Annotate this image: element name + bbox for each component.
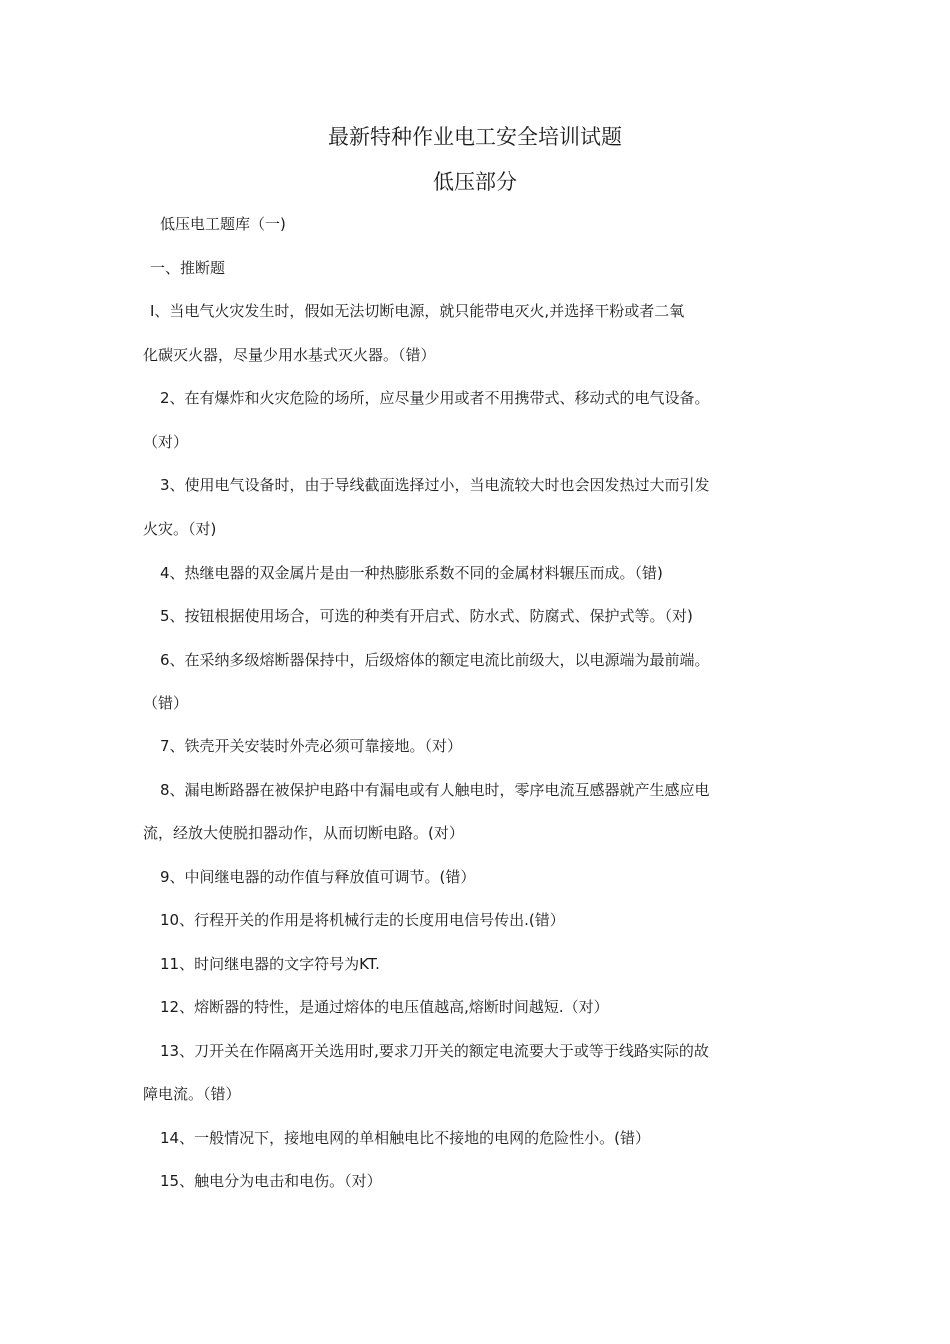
body-line: 13、刀开关在作隔离开关选用时,要求刀开关的额定电流要大于或等于线路实际的故 bbox=[160, 1042, 709, 1060]
body-line: 5、按钮根据使用场合，可选的种类有开启式、防水式、防腐式、保护式等。（对) bbox=[160, 607, 693, 625]
document-subtitle: 低压部分 bbox=[433, 170, 517, 194]
body-line: I、当电气火灾发生时，假如无法切断电源，就只能带电灭火,并选择干粉或者二氧 bbox=[150, 302, 685, 320]
body-line: 流，经放大使脱扣器动作，从而切断电路。(对） bbox=[143, 824, 464, 842]
body-line: 14、一般情况下，接地电网的单相触电比不接地的电网的危险性小。(错） bbox=[160, 1129, 650, 1147]
body-line: 7、铁壳开关安装时外壳必须可靠接地。（对） bbox=[160, 737, 463, 755]
body-line: 11、时问继电器的文字符号为KT. bbox=[160, 955, 380, 973]
body-line: 化碳灭火器，尽量少用水基式灭火器。（错） bbox=[143, 346, 436, 364]
body-line: 15、触电分为电击和电伤。（对） bbox=[160, 1172, 382, 1190]
document-title: 最新特种作业电工安全培训试题 bbox=[328, 125, 622, 149]
body-line: （对） bbox=[143, 433, 189, 451]
body-line: 2、在有爆炸和火灾危险的场所，应尽量少用或者不用携带式、移动式的电气设备。 bbox=[160, 389, 710, 407]
body-line: （错） bbox=[143, 694, 189, 712]
body-line: 10、行程开关的作用是将机械行走的长度用电信号传出.(错） bbox=[160, 911, 565, 929]
body-line: 9、中间继电器的动作值与释放值可调节。(错） bbox=[160, 868, 476, 886]
section-heading: 一、推断题 bbox=[150, 259, 226, 277]
body-line: 火灾。（对) bbox=[143, 520, 217, 538]
body-line: 障电流。（错） bbox=[143, 1085, 241, 1103]
body-line: 6、在采纳多级熔断器保持中，后级熔体的额定电流比前级大，以电源端为最前端。 bbox=[160, 651, 710, 669]
body-line: 3、使用电气设备时，由于导线截面选择过小，当电流较大时也会因发热过大而引发 bbox=[160, 476, 710, 494]
body-line: 8、漏电断路器在被保护电路中有漏电或有人触电时，零序电流互感器就产生感应电 bbox=[160, 781, 710, 799]
body-line: 4、热继电器的双金属片是由一种热膨胀系数不同的金属材料辗压而成。（错) bbox=[160, 564, 663, 582]
body-line: 12、熔断器的特性，是通过熔体的电压值越高,熔断时间越短.（对） bbox=[160, 998, 609, 1016]
question-bank-heading: 低压电工题库（一) bbox=[160, 215, 286, 233]
